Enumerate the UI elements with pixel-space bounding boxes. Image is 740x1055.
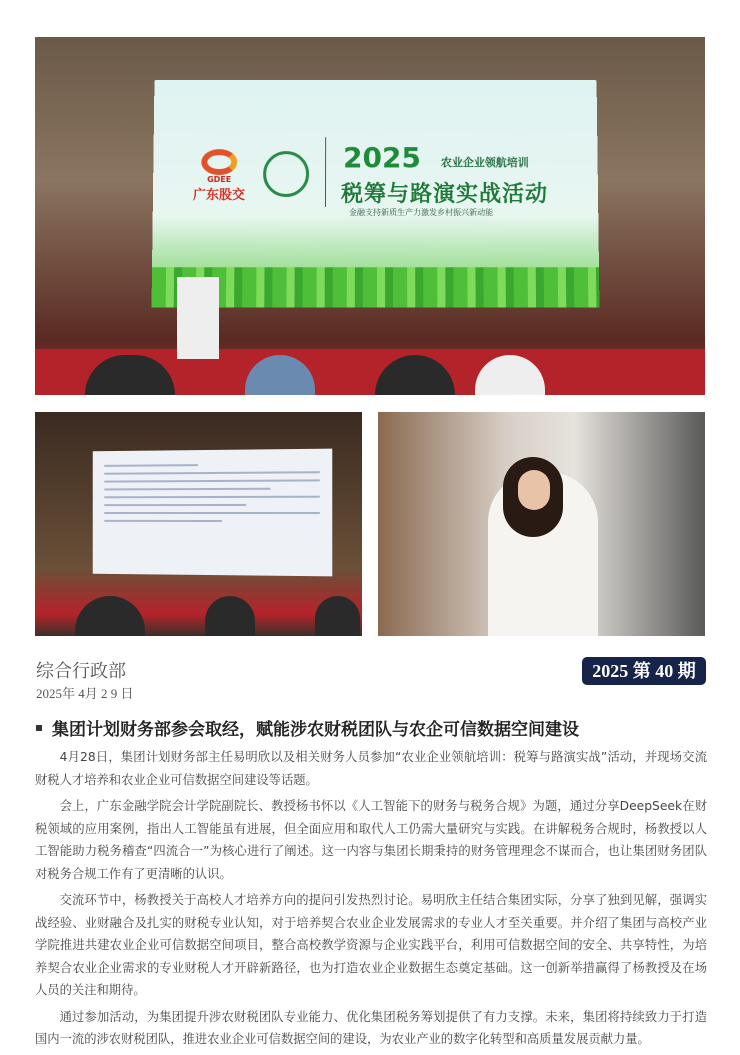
led-screen (152, 80, 600, 308)
department-name: 综合行政部 (36, 661, 126, 682)
podium (177, 277, 219, 359)
screen-title: 税筹与路演实战活动 (340, 182, 549, 208)
event-main-photo (35, 37, 705, 395)
divider (325, 137, 326, 207)
publish-date: 2025年 4月 2 9 日 (36, 686, 134, 701)
paragraph: 交流环节中，杨教授关于高校人才培养方向的提问引发热烈讨论。易明欣主任结合集团实际，分享了独到见解，强调实战经验、业财融合及扎实的财税专业认知，对于培养契合农业企业发展需求的专业人才至关重要。并介绍了集团与高校产业学院推进共建农业企业可信数据空间项目，整合高校教学资源与企业实践平台，利用可信数据空间的安全、共享特性，为培养契合农业企业需求的专业财税人才开辟新路径，也为打造农业企业数据生态奠定基础。这一创新举措赢得了杨教授及在场人员的关注和期待。 (35, 893, 707, 997)
audience (205, 596, 255, 636)
screen-tagline: 金融支持新质生产力激发乡村振兴新动能 (348, 208, 494, 218)
audience (75, 596, 145, 636)
audience (315, 596, 360, 636)
issue-badge: 2025 第 40 期 (582, 657, 706, 685)
seal-logo (263, 151, 309, 197)
paragraph: 会上，广东金融学院会计学院副院长、教授杨书怀以《人工智能下的财务与税务合规》为题，通过分享DeepSeek在财税领域的应用案例，指出人工智能虽有进展，但全面应用和取代人工仍需大量研究与实践。在讲解税务合规时，杨教授以人工智能助力税务稽查“四流合一”为核心进行了阐述。这一内容与集团长期秉持的财务管理理念不谋而合，也让集团财务团队对税务合规工作有了更清晰的认识。 (35, 799, 707, 881)
speaker-photo (378, 412, 705, 636)
article-body (35, 746, 707, 1055)
article-headline: 集团计划财务部参会取经，赋能涉农财税团队与农企可信数据空间建设 (36, 715, 579, 740)
paragraph: 通过参加活动，为集团提升涉农财税团队专业能力、优化集团税务筹划提供了有力支撑。未来，集团将持续致力于打造国内一流的涉农财税团队，推进农业企业可信数据空间的建设，为农业产业的数字化转型和高质量发展贡献力量。 (35, 1009, 707, 1046)
screen-year: 2025 (343, 141, 421, 175)
presentation-screen (93, 449, 333, 577)
screen-subtitle: 农业企业领航培训 (440, 156, 529, 170)
paragraph: 4月28日，集团计划财务部主任易明欣以及相关财务人员参加“农业企业领航培训：税筹与路演实战”活动，并现场交流财税人才培养和农业企业可信数据空间建设等话题。 (35, 750, 707, 787)
bullet-icon (36, 725, 42, 731)
gdee-logo: GDEE 广东股交 (193, 149, 245, 203)
lecture-photo (35, 412, 362, 636)
